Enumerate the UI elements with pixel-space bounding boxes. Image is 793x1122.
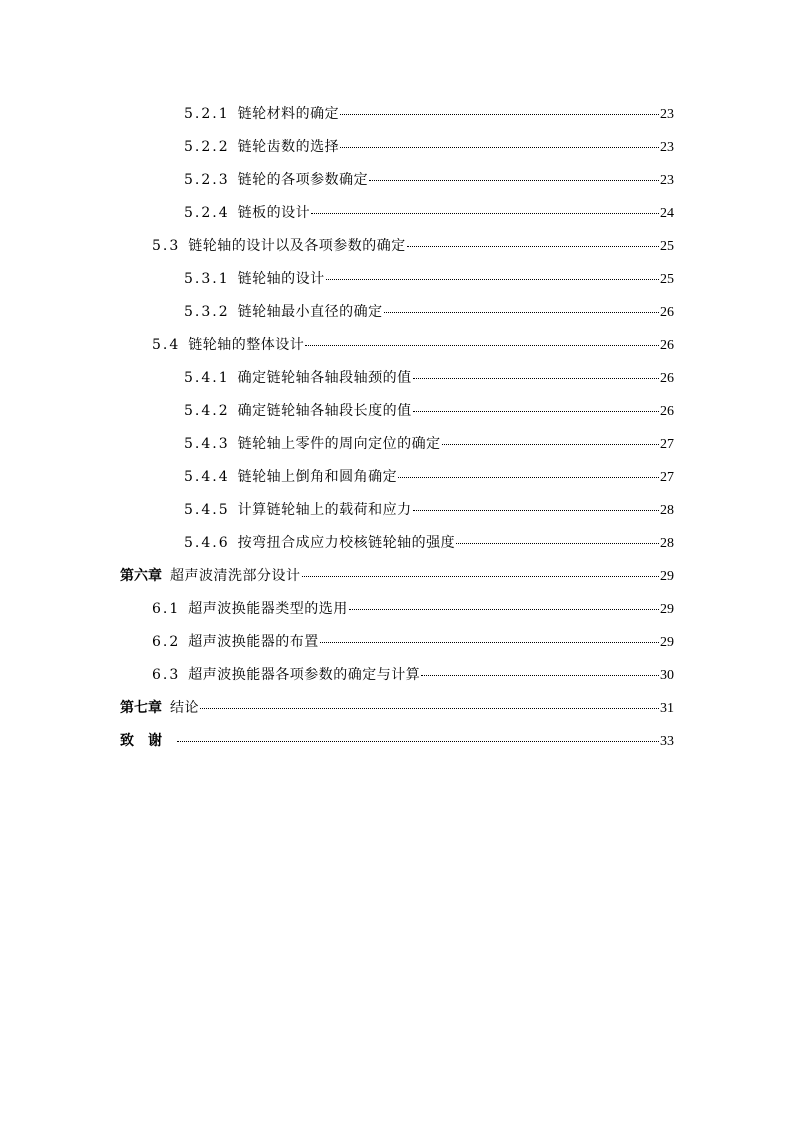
dot-leader [398, 475, 659, 478]
toc-number: 5.4.6 [184, 535, 230, 551]
dot-leader [369, 178, 659, 181]
toc-page-number: 25 [660, 239, 674, 254]
toc-title: 链轮轴的整体设计 [188, 337, 305, 353]
toc-title: 链轮齿数的选择 [237, 139, 340, 155]
toc-entry-5-2-2[interactable] [120, 131, 674, 164]
toc-chapter-number: 第七章 [120, 700, 162, 716]
toc-entry-5-2-1[interactable] [120, 98, 674, 131]
toc-entry-5-3[interactable] [120, 230, 674, 263]
toc-number: 5.4 [152, 337, 181, 353]
toc-entry-5-4-4[interactable] [120, 461, 674, 494]
dot-leader [340, 112, 659, 115]
toc-page-number: 27 [660, 437, 674, 452]
toc-entry-5-4-6[interactable] [120, 527, 674, 560]
toc-page-number: 33 [660, 734, 674, 749]
toc-page-number: 31 [660, 701, 674, 716]
toc-page-number: 26 [660, 338, 674, 353]
dot-leader [442, 442, 659, 445]
toc-page-number: 26 [660, 371, 674, 386]
toc-entry-5-4-3[interactable] [120, 428, 674, 461]
dot-leader [326, 277, 659, 280]
toc-page-number: 23 [660, 173, 674, 188]
toc-chapter-number: 致谢 [120, 733, 176, 749]
toc-title: 确定链轮轴各轴段长度的值 [237, 403, 412, 419]
toc-page-number: 29 [660, 569, 674, 584]
dot-leader [349, 607, 659, 610]
toc-page-number: 29 [660, 635, 674, 650]
dot-leader [320, 640, 659, 643]
toc-number: 5.3.1 [184, 271, 230, 287]
toc-entry-chapter-7[interactable] [120, 692, 674, 725]
toc-entry-acknowledgements[interactable] [120, 725, 674, 758]
toc-page-number: 24 [660, 206, 674, 221]
dot-leader [413, 376, 659, 379]
toc-number: 5.4.3 [184, 436, 230, 452]
toc-page-number: 27 [660, 470, 674, 485]
toc-chapter-number: 第六章 [120, 568, 162, 584]
dot-leader [456, 541, 659, 544]
toc-page-number: 25 [660, 272, 674, 287]
toc-page-number: 29 [660, 602, 674, 617]
dot-leader [340, 145, 659, 148]
toc-number: 5.4.1 [184, 370, 230, 386]
toc-page-number: 23 [660, 140, 674, 155]
toc-title: 链轮轴上倒角和圆角确定 [237, 469, 398, 485]
toc-page-number: 26 [660, 305, 674, 320]
toc-title: 计算链轮轴上的载荷和应力 [237, 502, 412, 518]
toc-entry-5-4-2[interactable] [120, 395, 674, 428]
toc-number: 6.2 [152, 634, 181, 650]
dot-leader [311, 211, 659, 214]
toc-title: 超声波清洗部分设计 [170, 568, 301, 584]
toc-title: 结论 [170, 700, 199, 716]
toc-title: 链轮轴的设计 [237, 271, 325, 287]
toc-number: 5.2.1 [184, 106, 230, 122]
toc-number: 5.3 [152, 238, 181, 254]
toc-title: 确定链轮轴各轴段轴颈的值 [237, 370, 412, 386]
toc-number: 5.2.3 [184, 172, 230, 188]
toc-title: 超声波换能器类型的选用 [188, 601, 348, 617]
toc-page-number: 26 [660, 404, 674, 419]
toc-title: 链轮轴最小直径的确定 [237, 304, 383, 320]
toc-page-number: 23 [660, 107, 674, 122]
toc-entry-6-3[interactable] [120, 659, 674, 692]
toc-title: 链轮的各项参数确定 [237, 172, 369, 188]
dot-leader [413, 508, 659, 511]
toc-number: 5.4.2 [184, 403, 230, 419]
toc-number: 5.4.4 [184, 469, 230, 485]
toc-entry-chapter-6[interactable] [120, 560, 674, 593]
toc-title: 链轮轴的设计以及各项参数的确定 [188, 238, 406, 254]
dot-leader [305, 343, 659, 346]
dot-leader [421, 673, 659, 676]
table-of-contents [120, 98, 674, 758]
toc-entry-5-4-5[interactable] [120, 494, 674, 527]
toc-entry-6-2[interactable] [120, 626, 674, 659]
toc-title: 超声波换能器的布置 [188, 634, 319, 650]
toc-title: 按弯扭合成应力校核链轮轴的强度 [237, 535, 456, 551]
toc-entry-5-2-3[interactable] [120, 164, 674, 197]
toc-number: 5.3.2 [184, 304, 230, 320]
toc-title: 链轮轴上零件的周向定位的确定 [237, 436, 441, 452]
toc-number: 5.4.5 [184, 502, 230, 518]
toc-entry-5-4[interactable] [120, 329, 674, 362]
toc-title: 超声波换能器各项参数的确定与计算 [188, 667, 421, 683]
toc-entry-5-4-1[interactable] [120, 362, 674, 395]
toc-page-number: 28 [660, 503, 674, 518]
toc-number: 6.1 [152, 601, 181, 617]
toc-page-number: 28 [660, 536, 674, 551]
toc-number: 5.2.2 [184, 139, 230, 155]
toc-title: 链轮材料的确定 [237, 106, 340, 122]
toc-entry-5-2-4[interactable] [120, 197, 674, 230]
dot-leader [177, 739, 659, 742]
dot-leader [302, 574, 660, 577]
dot-leader [384, 310, 659, 313]
toc-title: 链板的设计 [237, 205, 311, 221]
toc-number: 6.3 [152, 667, 181, 683]
toc-entry-5-3-2[interactable] [120, 296, 674, 329]
dot-leader [407, 244, 659, 247]
toc-number: 5.2.4 [184, 205, 230, 221]
toc-entry-6-1[interactable] [120, 593, 674, 626]
toc-page-number: 30 [660, 668, 674, 683]
dot-leader [413, 409, 659, 412]
dot-leader [200, 706, 659, 709]
toc-entry-5-3-1[interactable] [120, 263, 674, 296]
